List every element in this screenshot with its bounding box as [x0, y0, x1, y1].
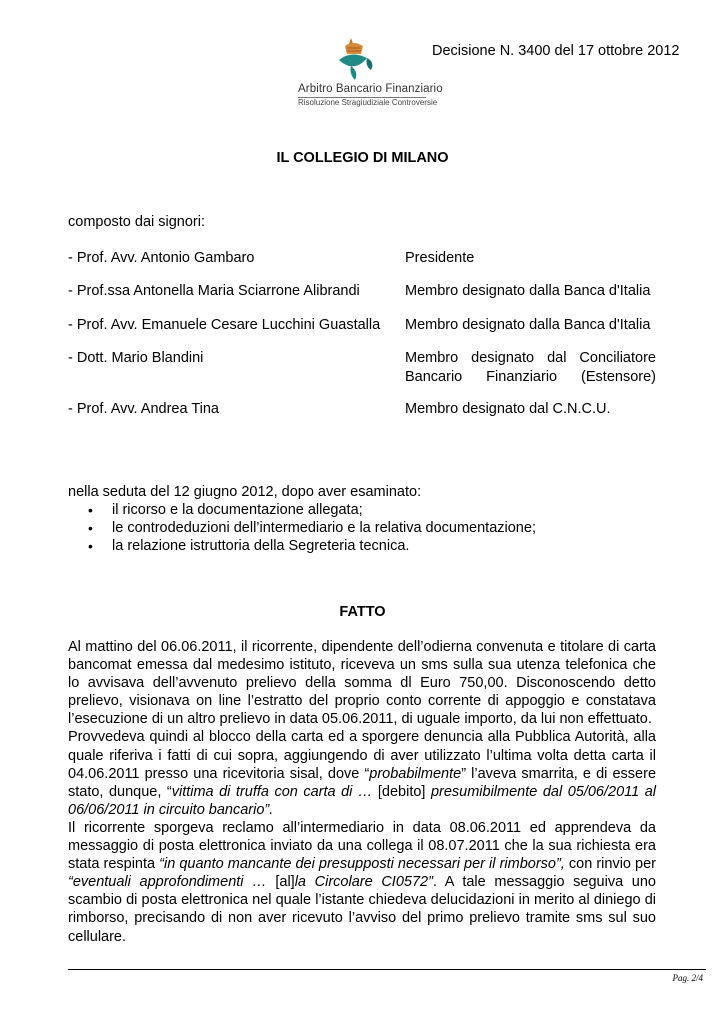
intro-text: composto dai signori: [68, 214, 206, 230]
examined-list [88, 501, 536, 555]
page-number: Pag. 2/4 [672, 973, 703, 983]
paragraph: Provvedeva quindi al blocco della carta ed a sporgere denuncia alla Pubblica Autorità, alla quale riferiva i fatti di cui sopra, aggiungendo di aver utilizzato l’ultima volta detta carta il 04.06.2011 presso una ricevitoria sisal, dove “probabilmente” l’aveva smarrita, e di essere stato, dunque, “vittima di truffa con carta di … [debito] presumibilmente dal 05/06/2011 al 06/06/2011 in circuito bancario”. [68, 729, 657, 818]
logo-name: Arbitro Bancario Finanziario [298, 83, 443, 95]
member-role: Membro designato dal C.N.C.U. [405, 401, 611, 417]
paragraph: Il ricorrente sporgeva reclamo all’intermediario in data 08.06.2011 ed apprendeva da messaggio di posta elettronica inviato da una collega il 08.07.2011 che la sua richiesta era stata respinta “in quanto mancante dei presupposti necessari per il rimborso”, con rinvio per “eventuali approfondimenti … [al]la Circolare CI0572”. A tale messaggio seguiva uno scambio di posta elettronica nel quale l’istante chiedeva delucidazioni in merito al diniego di rimborso, precisando di non aver ricevuto l’avviso del primo prelievo tramite sms sul suo cellulare. [68, 819, 657, 945]
member-role: Presidente [405, 250, 475, 266]
member-role: Membro designato dalla Banca d'Italia [405, 317, 651, 333]
section-title: FATTO [339, 604, 386, 620]
paragraph: Al mattino del 06.06.2011, il ricorrente, dipendente dell’odierna convenuta e titolare di carta bancomat emessa dal medesimo istituto, riceveva un sms sulla sua utenza telefonica che lo avvisava dell’avvenuto prelievo della somma dl Euro 750,00. Disconoscendo detto prelievo, visionava on line l’estratto del proprio conto corrente di appoggio e constatava l’esecuzione di un altro prelievo in data 05.06.2011, di uguale importo, da lui non effettuato. [68, 639, 656, 728]
session-text: nella seduta del 12 giugno 2012, dopo aver esaminato: [68, 484, 422, 500]
member-role: Membro designato dal Conciliatore Bancario Finanziario (Estensore) [405, 350, 656, 385]
member-role: Membro designato dalla Banca d'Italia [405, 283, 651, 299]
member-name: - Prof. Avv. Antonio Gambaro [68, 250, 255, 266]
list-item: • il ricorso e la documentazione allegata; [88, 501, 536, 519]
decision-number: Decisione N. 3400 del 17 ottobre 2012 [432, 43, 680, 59]
member-name: - Prof. Avv. Andrea Tina [68, 401, 219, 417]
logo-subtitle: Risoluzione Stragiudiziale Controversie [298, 98, 438, 107]
list-item: • la relazione istruttoria della Segreteria tecnica. [88, 537, 536, 555]
member-name: - Dott. Mario Blandini [68, 350, 204, 366]
list-item: • le controdeduzioni dell’intermediario e la relativa documentazione; [88, 519, 536, 537]
footer-divider [68, 969, 706, 970]
document-title: IL COLLEGIO DI MILANO [276, 150, 449, 166]
member-name: - Prof. Avv. Emanuele Cesare Lucchini Guastalla [68, 317, 381, 333]
fatto-body [68, 638, 656, 946]
member-name: - Prof.ssa Antonella Maria Sciarrone Alibrandi [68, 283, 360, 299]
